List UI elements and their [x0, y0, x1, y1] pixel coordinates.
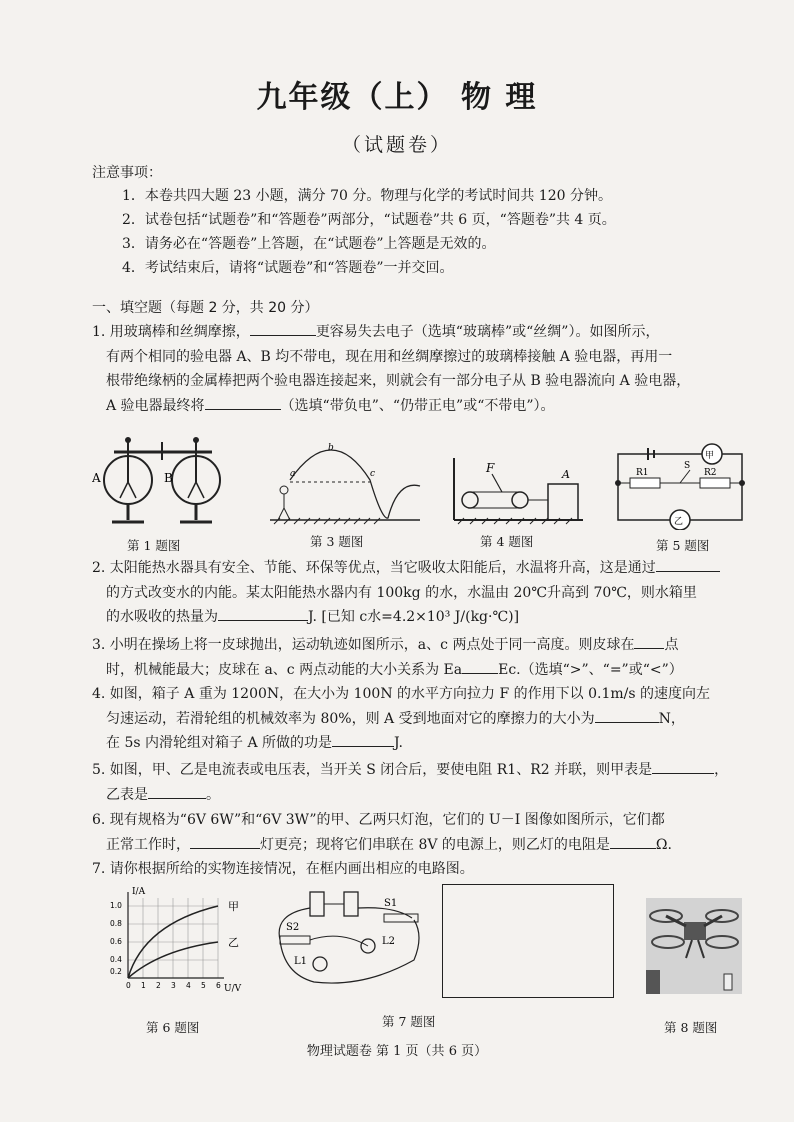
fig3-label-a: a [290, 469, 296, 479]
fig6-xtick: 2 [156, 981, 161, 990]
fig3-label-c: c [370, 469, 376, 479]
answer-blank[interactable] [610, 834, 656, 849]
answer-blank[interactable] [634, 634, 664, 649]
fig4-label-a: A [562, 468, 570, 481]
fig6-xtick: 3 [171, 981, 176, 990]
q5-text: 5. 如图，甲、乙是电流表或电压表，当开关 S 闭合后，要使电阻 R1、R2 并联，则甲表是 [92, 762, 653, 778]
q7-text: 7. 请你根据所给的实物连接情况，在框内画出相应的电路图。 [92, 861, 474, 877]
fig6-ytick: 0.6 [110, 937, 122, 946]
figure-7-real-circuit [264, 884, 434, 996]
q2-text: 的水吸收的热量为 [106, 609, 218, 625]
answer-blank[interactable] [652, 759, 714, 774]
answer-blank[interactable] [218, 606, 308, 621]
q1-text: 有两个相同的验电器 A、B 均不带电，现在用和丝绸摩擦过的玻璃棒接触 A 验电器，再用一 [106, 348, 673, 365]
notice-item: 3．请务必在“答题卷”上答题，在“试题卷”上答题是无效的。 [122, 236, 496, 252]
fig1-label-a: A [92, 471, 101, 485]
page-footer: 物理试题卷 第 1 页（共 6 页） [306, 1044, 488, 1059]
figure-5-caption: 第 5 题图 [656, 538, 710, 553]
figure-3-trajectory [270, 440, 430, 530]
fig6-ylabel: I/A [132, 887, 146, 897]
q2-text: J. [已知 c水=4.2×10³ J/(kg·℃)] [308, 609, 520, 625]
fig6-xtick: 4 [186, 981, 191, 990]
fig6-xlabel: U/V [224, 984, 242, 994]
q1-text: （选填“带负电”、“仍带正电”或“不带电”）。 [280, 397, 555, 414]
figure-6-caption: 第 6 题图 [146, 1020, 200, 1035]
q5-text: 。 [206, 786, 220, 803]
circuit-drawing-box[interactable] [442, 884, 614, 998]
question-1 [92, 320, 742, 418]
figure-1-electroscopes [92, 432, 232, 532]
notice-heading: 注意事项： [92, 165, 162, 181]
answer-blank[interactable] [595, 708, 659, 723]
fig6-label-jia: 甲 [228, 900, 239, 913]
answer-blank[interactable] [462, 659, 498, 674]
figure-6-ui-graph [104, 884, 248, 1004]
fig5-label-r1: R1 [636, 468, 649, 478]
notice-item: 1．本卷共四大题 23 小题，满分 70 分。物理与化学的考试时间共 120 分钟。 [122, 188, 612, 204]
q6-text: Ω. [655, 836, 672, 853]
fig7-label-s1: S1 [384, 898, 398, 909]
answer-blank[interactable] [656, 557, 720, 572]
question-2 [92, 556, 742, 630]
question-7 [92, 857, 742, 882]
section-heading: 一、填空题（每题 2 分，共 20 分） [92, 300, 319, 316]
figure-4-caption: 第 4 题图 [480, 534, 534, 549]
fig5-label-s: S [684, 461, 691, 471]
fig7-label-l2: L2 [382, 936, 396, 947]
question-4 [92, 682, 742, 756]
q4-text: 4. 如图，箱子 A 重为 1200N，在大小为 100N 的水平方向拉力 F 的作用下以 0.1m/s 的速度向左 [92, 686, 710, 702]
question-6 [92, 808, 742, 857]
fig6-xtick: 5 [201, 981, 206, 990]
figure-1-caption: 第 1 题图 [127, 538, 181, 553]
page-title: 九年级（上） 物 理 [256, 80, 538, 115]
page-subtitle: （试题卷） [341, 134, 452, 156]
figure-8-caption: 第 8 题图 [664, 1020, 718, 1035]
q2-text: 的方式改变水的内能。某太阳能热水器内有 100kg 的水，水温由 20℃升高到 70℃，则水箱里 [106, 584, 697, 601]
figure-8-drone-photo [646, 898, 742, 994]
fig6-ytick: 0.4 [110, 955, 122, 964]
fig1-label-b: B [164, 471, 173, 485]
q3-text: 点 [664, 637, 679, 653]
q1-text: 根带绝缘柄的金属棒把两个验电器连接起来，则就会有一部分电子从 B 验电器流向 A 验电器， [106, 373, 691, 389]
fig7-label-l1: L1 [294, 956, 308, 967]
answer-blank[interactable] [205, 395, 281, 410]
figure-7-caption: 第 7 题图 [382, 1014, 436, 1029]
fig6-ytick: 0.8 [110, 919, 122, 928]
q4-text: 在 5s 内滑轮组对箱子 A 所做的功是 [106, 735, 333, 751]
q4-text: N， [658, 710, 685, 727]
answer-blank[interactable] [190, 834, 260, 849]
figure-4-pulley [448, 448, 588, 526]
q3-text: Ec.（选填“>”、“=”或“<”） [498, 661, 683, 678]
figure-5-circuit [612, 440, 748, 530]
answer-blank[interactable] [250, 321, 316, 336]
fig6-label-yi: 乙 [228, 936, 239, 949]
q3-text: 3. 小明在操场上将一皮球抛出，运动轨迹如图所示，a、c 两点处于同一高度。则皮球在 [92, 637, 635, 653]
fig5-label-jia: 甲 [705, 451, 715, 461]
q6-text: 灯更亮；现将它们串联在 8V 的电源上，则乙灯的电阻是 [260, 836, 610, 853]
fig6-xtick: 6 [216, 981, 221, 990]
fig5-label-r2: R2 [704, 468, 717, 478]
question-3 [92, 633, 742, 682]
q4-text: J. [394, 735, 403, 751]
notice-item: 2．试卷包括“试题卷”和“答题卷”两部分，“试题卷”共 6 页，“答题卷”共 4 页。 [122, 212, 616, 228]
q4-text: 匀速运动，若滑轮组的机械效率为 80%，则 A 受到地面对它的摩擦力的大小为 [106, 710, 595, 727]
fig6-ytick: 0.2 [110, 967, 122, 976]
fig5-label-yi: 乙 [674, 517, 684, 527]
q1-text: A 验电器最终将 [106, 397, 205, 414]
fig7-label-s2: S2 [286, 922, 300, 933]
q1-text: 1. 用玻璃棒和丝绸摩擦， [92, 324, 250, 340]
answer-blank[interactable] [332, 732, 394, 747]
q3-text: 时，机械能最大；皮球在 a、c 两点动能的大小关系为 Ea [106, 661, 463, 678]
q5-text: 乙表是 [106, 786, 148, 803]
answer-blank[interactable] [148, 784, 206, 799]
q2-text: 2. 太阳能热水器具有安全、节能、环保等优点，当它吸收太阳能后，水温将升高，这是通过 [92, 560, 656, 576]
q5-text: ， [714, 762, 729, 778]
fig6-xtick: 0 [126, 981, 131, 990]
q6-text: 正常工作时， [106, 836, 190, 853]
q6-text: 6. 现有规格为“6V 6W”和“6V 3W”的甲、乙两只灯泡，它们的 U－I 图像如图所示，它们都 [92, 812, 665, 828]
q1-text: 更容易失去电子（选填“玻璃棒”或“丝绸”）。如图所示， [315, 324, 660, 340]
question-5 [92, 758, 742, 807]
fig4-label-f: F [486, 461, 495, 475]
fig6-xtick: 1 [141, 981, 146, 990]
fig6-ytick: 1.0 [110, 901, 122, 910]
figure-3-caption: 第 3 题图 [310, 534, 364, 549]
fig3-label-b: b [328, 443, 334, 453]
notice-item: 4．考试结束后，请将“试题卷”和“答题卷”一并交回。 [122, 260, 454, 276]
